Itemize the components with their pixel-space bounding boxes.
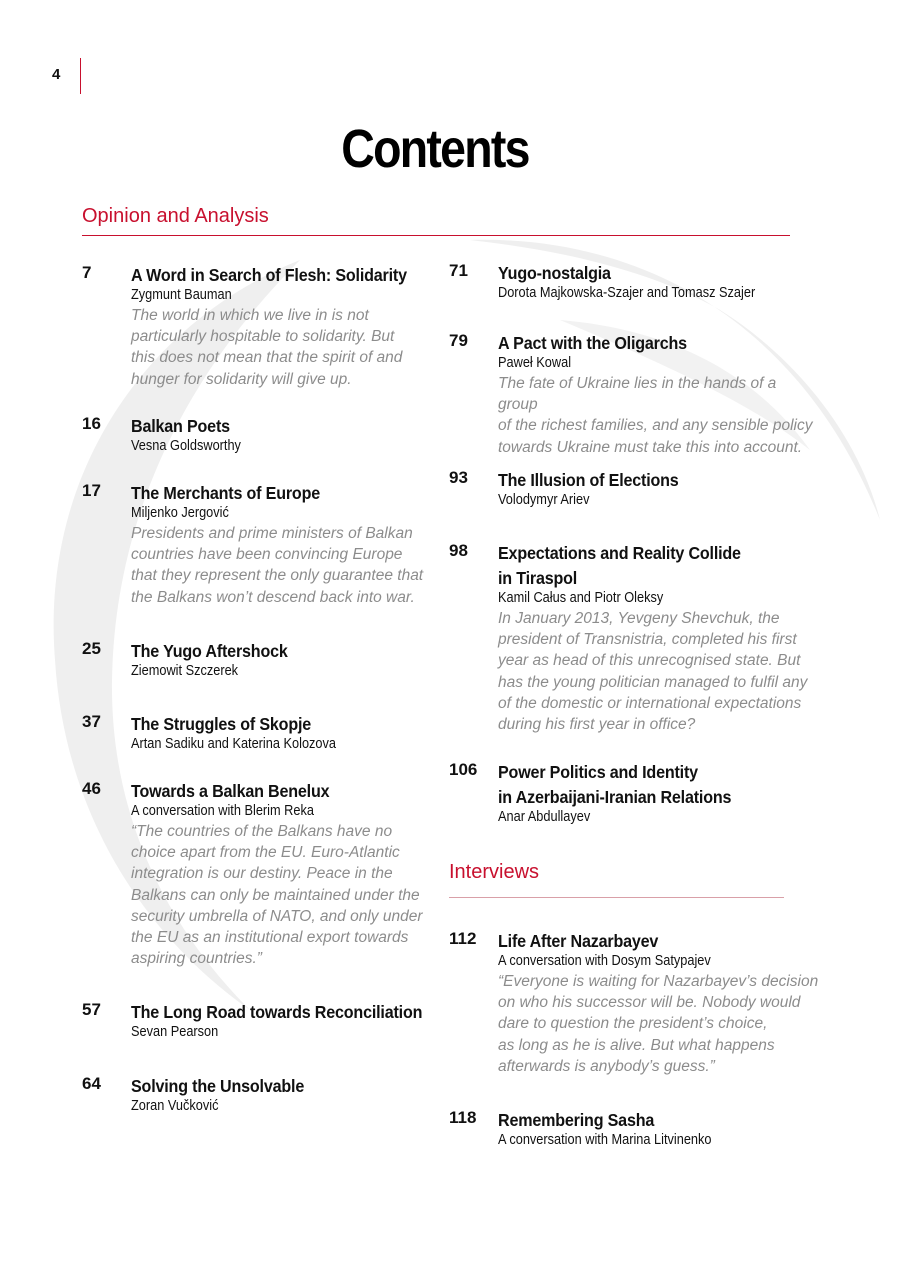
toc-author: Ziemowit Szczerek <box>131 663 239 679</box>
toc-article-title: The Illusion of Elections <box>498 470 679 490</box>
toc-article-title: Solving the Unsolvable <box>131 1076 305 1096</box>
toc-author: Zoran Vučković <box>131 1098 219 1114</box>
toc-article-title: Balkan Poets <box>131 416 230 436</box>
toc-page-number: 106 <box>449 760 478 779</box>
toc-page-number: 64 <box>82 1074 101 1093</box>
page-number-divider <box>80 58 81 94</box>
toc-summary: The world in which we live in is not particularly hospitable to solidarity. But this does not mean that the spirit of and hunger for solidarity will give up. <box>131 307 403 388</box>
toc-article-title: Yugo-nostalgia <box>498 263 611 283</box>
toc-summary: In January 2013, Yevgeny Shevchuk, the president of Transnistria, completed his first year as head of this unrecognised state. But has the young politician managed to fulfil any of the domestic or international expectations during his first year in office? <box>498 610 808 734</box>
toc-page-number: 17 <box>82 481 101 500</box>
toc-author: Kamil Całus and Piotr Oleksy <box>498 590 664 606</box>
toc-author: Zygmunt Bauman <box>131 287 232 303</box>
toc-author: Anar Abdullayev <box>498 809 591 825</box>
toc-article-title: A Pact with the Oligarchs <box>498 333 687 353</box>
toc-article-title: A Word in Search of Flesh: Solidarity <box>131 265 407 285</box>
toc-page-number: 98 <box>449 541 468 560</box>
toc-author: Sevan Pearson <box>131 1024 219 1040</box>
toc-article-title: Power Politics and Identity in Azerbaijani-Iranian Relations <box>498 762 732 807</box>
section-divider-opinion <box>82 235 790 236</box>
toc-summary: Presidents and prime ministers of Balkan countries have been convincing Europe that they represent the only guarantee that the Balkans won’t descend back into war. <box>131 525 424 606</box>
toc-summary: The fate of Ukraine lies in the hands of a group of the richest families, and any sensible policy towards Ukraine must take this into account. <box>498 375 813 456</box>
toc-author: Dorota Majkowska-Szajer and Tomasz Szajer <box>498 285 756 301</box>
toc-page-number: 79 <box>449 331 468 350</box>
toc-author: Volodymyr Ariev <box>498 492 590 508</box>
toc-page-number: 71 <box>449 261 468 280</box>
toc-page-number: 37 <box>82 712 101 731</box>
toc-article-title: Towards a Balkan Benelux <box>131 781 330 801</box>
toc-article-title: The Struggles of Skopje <box>131 714 312 734</box>
toc-page-number: 118 <box>449 1108 477 1127</box>
toc-author: Paweł Kowal <box>498 355 572 371</box>
section-divider-interviews <box>449 897 784 898</box>
section-heading-interviews: Interviews <box>449 861 540 883</box>
toc-page-number: 46 <box>82 779 101 798</box>
page-title: Contents <box>341 119 529 179</box>
toc-article-title: Expectations and Reality Collide in Tiraspol <box>498 543 741 588</box>
toc-author: Artan Sadiku and Katerina Kolozova <box>131 736 337 752</box>
toc-author: Miljenko Jergović <box>131 505 229 521</box>
toc-article-title: Life After Nazarbayev <box>498 931 659 951</box>
toc-author: A conversation with Marina Litvinenko <box>498 1132 712 1148</box>
toc-page-number: 112 <box>449 929 477 948</box>
toc-article-title: Remembering Sasha <box>498 1110 655 1130</box>
toc-page-number: 25 <box>82 639 101 658</box>
toc-page-number: 57 <box>82 1000 101 1019</box>
toc-article-title: The Yugo Aftershock <box>131 641 288 661</box>
toc-article-title: The Merchants of Europe <box>131 483 321 503</box>
toc-summary: “The countries of the Balkans have no choice apart from the EU. Euro-Atlantic integration is our destiny. Peace in the Balkans can only be maintained under the security umbrella of NATO, and only under the EU as an institutional export towards aspiring countries.” <box>131 823 423 968</box>
toc-page-number: 7 <box>82 263 92 282</box>
toc-author: A conversation with Dosym Satypajev <box>498 953 711 969</box>
toc-summary: “Everyone is waiting for Nazarbayev’s decision on who his successor will be. Nobody would dare to question the president’s choice, as long as he is alive. But what happens afterwards is anybody’s guess.” <box>498 973 819 1075</box>
toc-author: A conversation with Blerim Reka <box>131 803 314 819</box>
toc-author: Vesna Goldsworthy <box>131 438 241 454</box>
toc-page-number: 93 <box>449 468 468 487</box>
section-heading-opinion: Opinion and Analysis <box>82 205 269 227</box>
toc-page-number: 16 <box>82 414 101 433</box>
toc-article-title: The Long Road towards Reconciliation <box>131 1002 423 1022</box>
page-number: 4 <box>52 66 61 83</box>
